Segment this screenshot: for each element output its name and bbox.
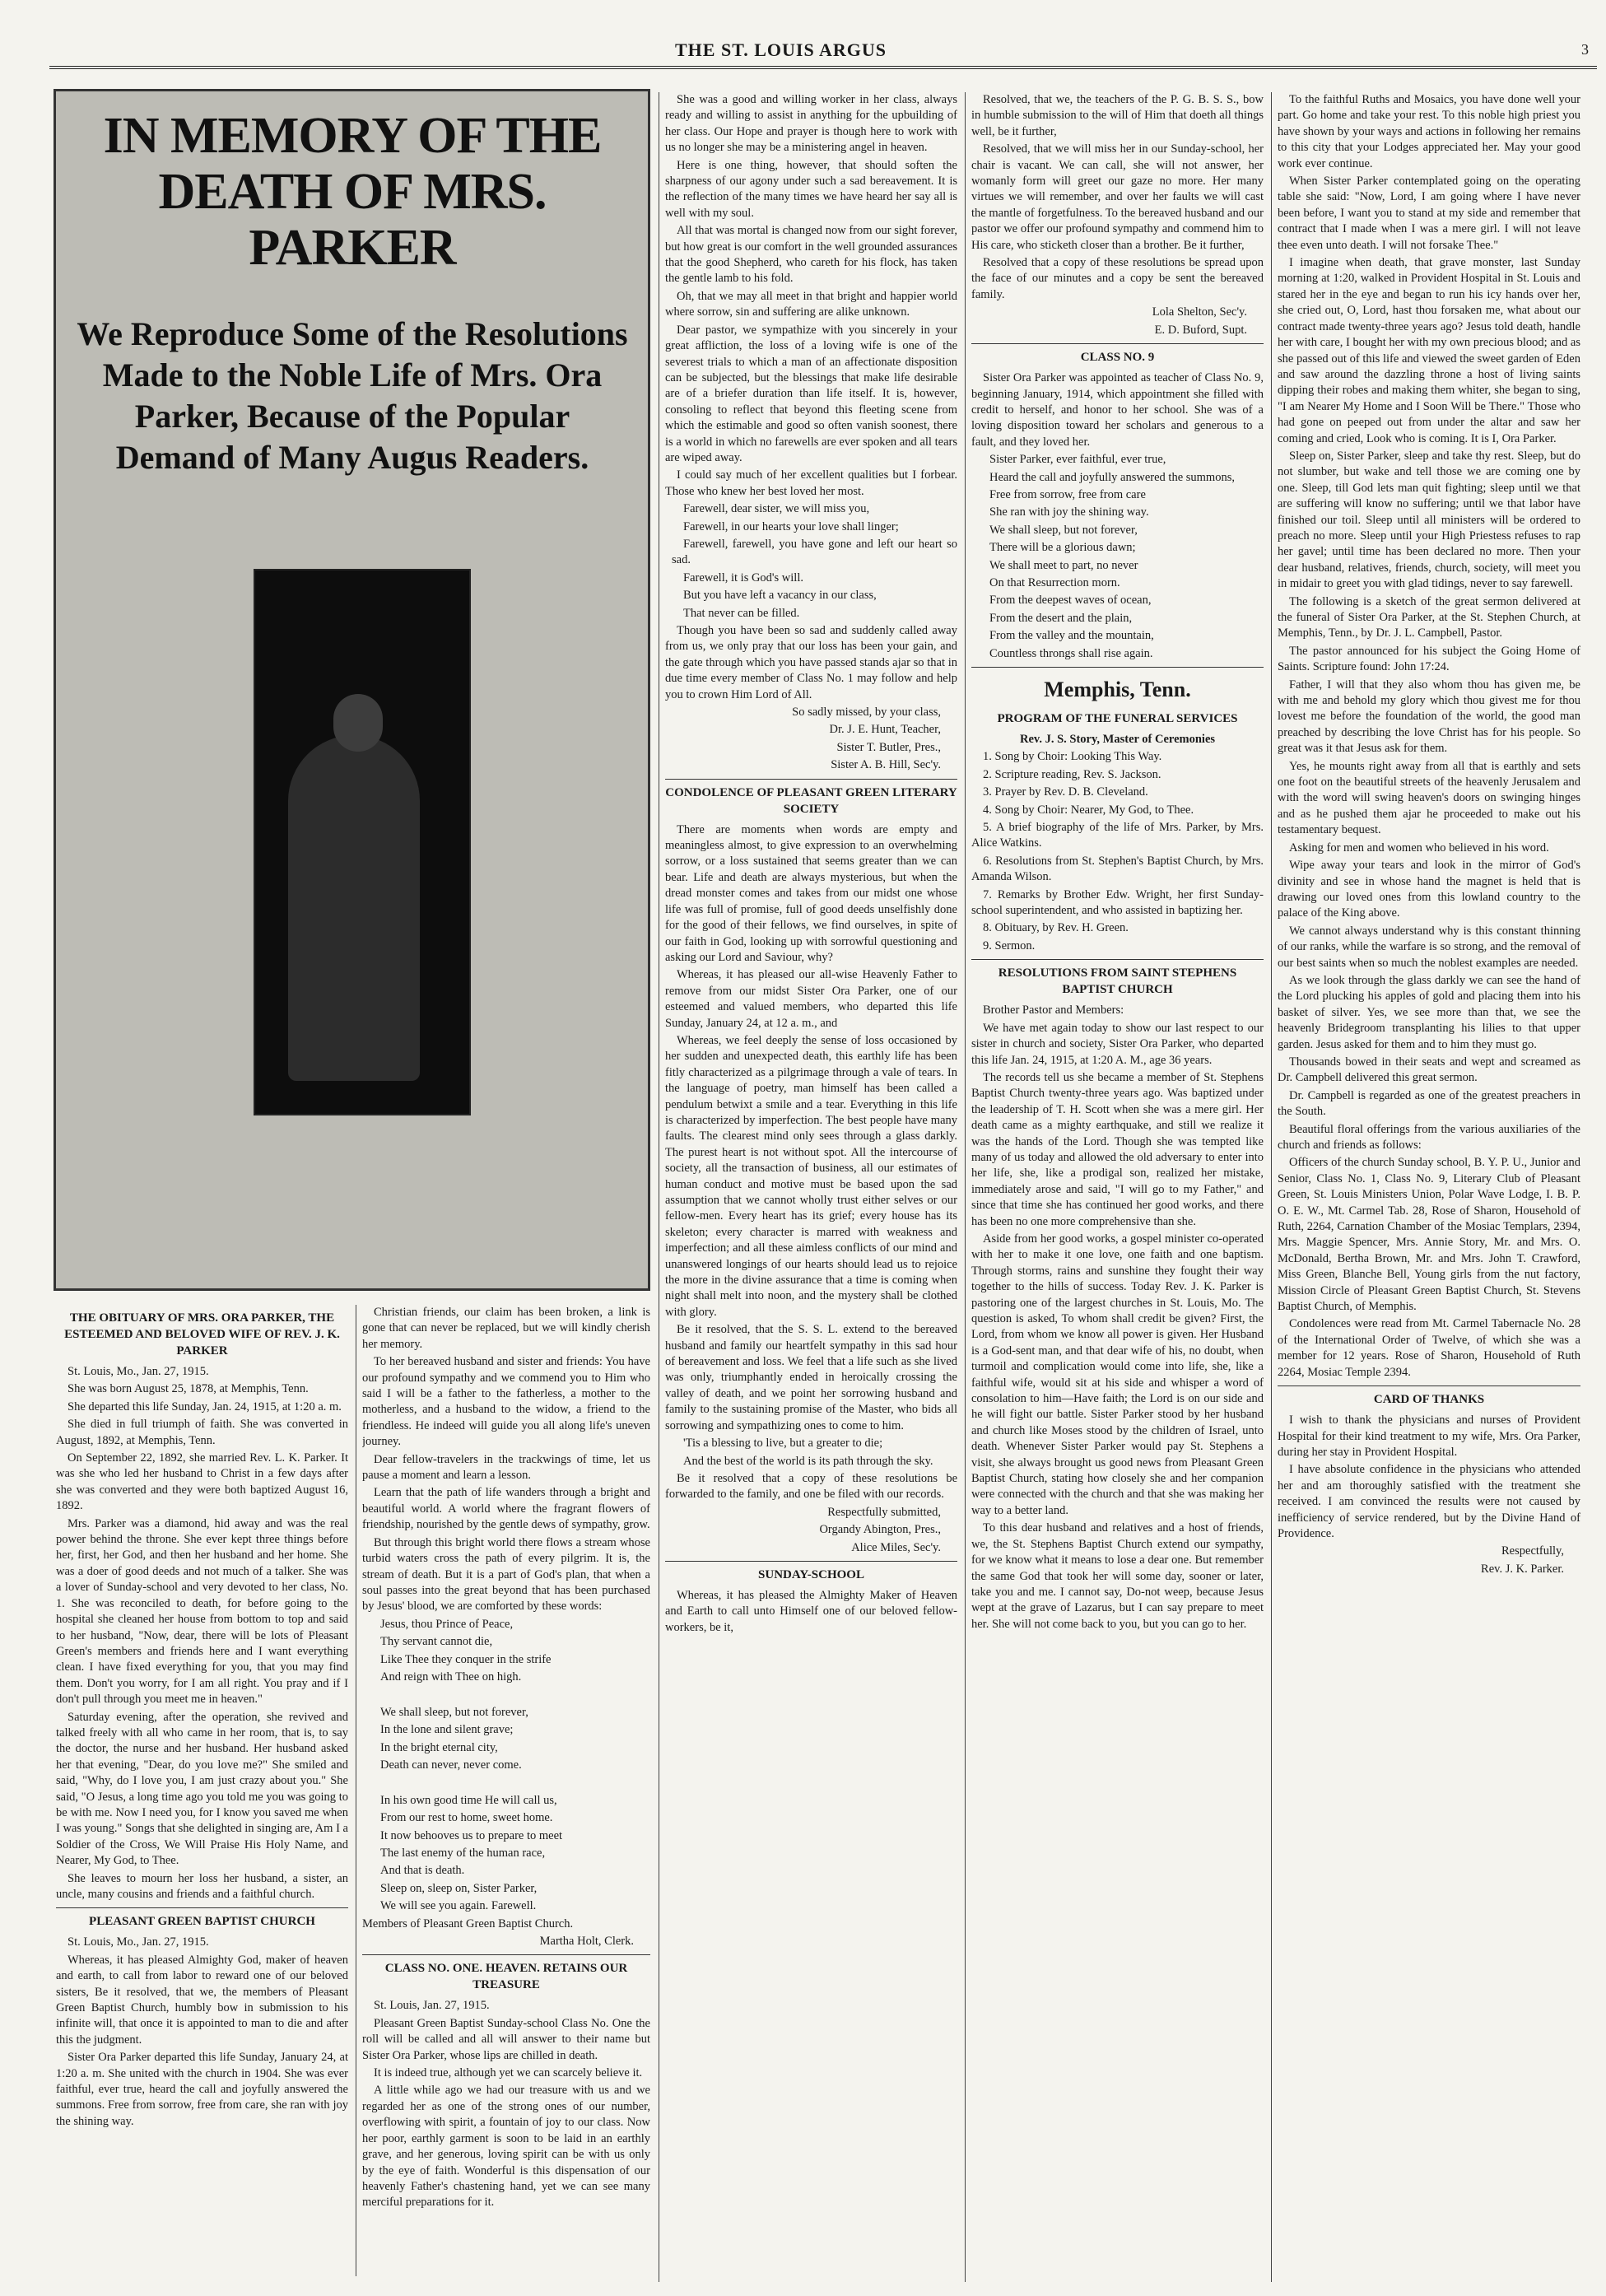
poem-line <box>362 1775 650 1791</box>
obituary-paragraph: She departed this life Sunday, Jan. 24, 1915, at 1:20 a. m. <box>67 1399 342 1413</box>
pleasant-green-paragraph: Dear fellow-travelers in the trackwings of time, let us pause a moment and learn a lesson. <box>362 1452 650 1483</box>
divider <box>665 779 957 780</box>
condolence-paragraph: Be it resolved, that the S. S. L. extend to the bereaved husband and family our heartfelt sympathy in this sad hour of bereavement and loss. We feel that a life such as she lived was only, triumphantly ended in heroically crossing the valley of death, and we point her sorrowing husband and family to the sustaining promise of the Master, who bids all sorrowing and sympathizing ones to come to him. <box>665 1323 957 1432</box>
headline-box <box>54 89 650 1291</box>
class-nine-paragraph: Sister Ora Parker was appointed as teacher of Class No. 9, beginning January, 1914, which appointment she filled with credit to herself, and honor to her school. She was of a loving disposition toward her scholars and generous to a fault, and they loved her. <box>971 371 1264 449</box>
st-stephens-paragraph: The records tell us she became a member of St. Stephens Baptist Church twenty-three years ago. Was baptized under the leadership of T. H. Scott when she was a mere girl. Her death came as a mighty earthquake, and still we realize it was the hands of the Lord. Though she was tempted like many of us today and allowed the old adversary to enter into her life, she, like a prodigal son, realized her mistake, immediately arose and said, "I will go to my Father," and since that time she has continued her good works, and there has been no one more comprehensive than she. <box>971 1070 1264 1228</box>
pleasant-green-paragraph: Learn that the path of life wanders through a bright and beautiful world. A world where the fragrant flowers of friendship, nourished by the gentle dews of sympathy, grow. <box>362 1486 650 1532</box>
condolence-signatures <box>665 1505 957 1556</box>
poem-line <box>362 1687 650 1702</box>
poem-line: But you have left a vacancy in our class, <box>683 589 877 603</box>
st-stephens-body <box>971 1003 1264 1632</box>
class-one-paragraph: It is indeed true, although yet we can scarcely believe it. <box>374 2066 643 2080</box>
poem-line: Sleep on, sleep on, Sister Parker, <box>380 1881 538 1895</box>
signature-line: Lola Shelton, Sec'y. <box>1152 305 1247 319</box>
class-one-paragraph: Oh, that we may all meet in that bright and happier world where sorrow, sin and suffering are alike unknown. <box>665 289 957 319</box>
class-one-body <box>362 1998 650 2210</box>
divider <box>362 1954 650 1955</box>
poem-line: We shall sleep, but not forever, <box>989 523 1138 537</box>
poem-line: On that Resurrection morn. <box>989 575 1120 589</box>
class-nine-title: CLASS NO. 9 <box>1080 351 1155 365</box>
signature-line: Sister T. Butler, Pres., <box>836 740 941 754</box>
card-of-thanks-paragraph: I have absolute confidence in the physicians who attended her and am thoroughly satisfied with the treatment she received. I am convinced the results were not caused by inefficiency of service rendered, but by the Divine Hand of Providence. <box>1278 1463 1580 1540</box>
st-stephens-title: RESOLUTIONS FROM SAINT STEPHENS BAPTIST CHURCH <box>998 966 1237 997</box>
column-1 <box>56 1305 348 2276</box>
condolence-closing: Be it resolved that a copy of these resolutions be forwarded to the family, and one be filed with our records. <box>665 1471 957 1502</box>
poem-line: From the deepest waves of ocean, <box>989 594 1152 608</box>
masthead-title: THE ST. LOUIS ARGUS <box>675 40 887 60</box>
column-2 <box>362 1305 650 2276</box>
program-title: PROGRAM OF THE FUNERAL SERVICES <box>997 712 1238 725</box>
obituary-paragraph: On September 22, 1892, she married Rev. L. K. Parker. It was she who led her husband to Christ in a few days after she was converted and they were both baptized August 16, 1892. <box>56 1451 348 1513</box>
obituary-body <box>56 1364 348 1902</box>
card-of-thanks-body <box>1278 1413 1580 1542</box>
class-one-poem <box>665 501 957 622</box>
class-one-paragraph: I could say much of her excellent qualities but I forbear. Those who knew her best loved her most. <box>665 468 957 498</box>
poem-line: Heard the call and joyfully answered the summons, <box>989 470 1235 484</box>
class-one-signatures <box>665 705 957 774</box>
column-5-paragraph: When Sister Parker contemplated going on the operating table she said: "Now, Lord, I am going where I have never been before, I want you to stand at my side and remember that contract that I made when I was a mere girl. I will not leave thee even unto death. I will not forsake Thee." <box>1278 175 1580 252</box>
poem-line: Farewell, dear sister, we will miss you, <box>683 502 870 516</box>
column-5-paragraph: Sleep on, Sister Parker, sleep and take thy rest. Sleep, but do not slumber, but wake and tell those we are coming one by one. Sleep, till God lets man quit fighting; sleep until we that are suffering will know no suffering; until we that labor have finished our toil. Sleep until all ministers will be ordered to preach no more. Sleep until your High Priestess refuses to rap her gavel; until time has been declared no more. Then your dear husband, relatives, friends, church, society, will meet you in midair to greet you with glad tidings, never to say farewell. <box>1278 449 1580 591</box>
obituary-paragraph: She leaves to mourn her loss her husband, a sister, an uncle, many cousins and friends and a faithful church. <box>56 1871 348 1901</box>
signature-line: Organdy Abington, Pres., <box>819 1523 941 1537</box>
poem-line: Sister Parker, ever faithful, ever true, <box>989 453 1166 467</box>
obituary-title: THE OBITUARY OF MRS. ORA PARKER, THE ESTEEMED AND BELOVED WIFE OF REV. J. K. PARKER <box>64 1311 340 1358</box>
obituary-paragraph: St. Louis, Mo., Jan. 27, 1915. <box>67 1365 209 1378</box>
column-5-paragraph: To the faithful Ruths and Mosaics, you have done well your part. Go home and take your rest. To this noble high priest you have shown by your ways and actions in following her remains to this city that your Lodges appreciated her. May your good work ever continue. <box>1278 93 1580 170</box>
poem-line: There will be a glorious dawn; <box>989 541 1136 555</box>
poem-line: And the best of the world is its path through the sky. <box>683 1454 933 1468</box>
portrait-face <box>333 694 383 752</box>
column-5-paragraph: I imagine when death, that grave monster, last Sunday morning at 1:20, walked in Provident Hospital in St. Louis and stared her in the eye and began to run his icy hands over her, she cried out, O, Lord, hast thou forsaken me, what about our contract made twenty-three years ago? Jesus told death, handle her with care, I bought her with my own precious blood; and as she passed out of this life and viewed the sweet garden of Eden and saw around the dazzling throne a host of living saints dipping their robes and making them whiter, she began to sing, "I am Nearer My Home and I Soon Will be There." Those who had gone on peeped out from under the altar and saw her coming and cried, Look who is coming. It is I, Ora Parker. <box>1278 256 1580 445</box>
class-one-title: CLASS NO. ONE. HEAVEN. RETAINS OUR TREASURE <box>384 1962 628 1992</box>
obituary-paragraph: Mrs. Parker was a diamond, hid away and was the real power behind the throne. She ever kept three things before her, first, her God, and then her husband and her home. She was a doer of good deeds and not much of a talker. She was a lover of Sunday-school and very devoted to her class, No. 1. She was reconciled to death, for before going to the hospital she cleaned her house from bottom to top and said to her husband, "Now, dear, there will be lots of Pleasant Green's members and friends here and I want everything clean. I have fixed everything for you, that you may find them. Don't you worry, for I am all right. You pray and if I don't pull through you meet me in heaven." <box>56 1516 348 1707</box>
class-nine-body <box>971 370 1264 450</box>
poem-line: From our rest to home, sweet home. <box>380 1811 553 1825</box>
program-item: 5. A brief biography of the life of Mrs. Parker, by Mrs. Alice Watkins. <box>971 821 1264 850</box>
poem-line: We will see you again. Farewell. <box>380 1899 537 1913</box>
class-one-closing: Though you have been so sad and suddenly called away from us, we only pray that our loss has been your gain, and the gate through which you have passed stands ajar so that in due time every member of Class No. 1 may follow and help you to crown Him Lord of All. <box>665 624 957 701</box>
poem-line: And that is death. <box>380 1864 465 1878</box>
obituary-paragraph: Saturday evening, after the operation, she revived and talked freely with all who came in her room, that is, to say the doctor, the nurse and her husband. Her husband asked her that evening, "Dear, do you love me?" She smiled and said, "Why, do I love you, I am just crazy about you." She said, "O Jesus, a long time ago you told me you was going to be with me. Now I need you, for I know you saved me when I was young." Songs that she delighted in singing are, Am I a Soldier of the Cross, We Will Praise His Holy Name, and Nearer, My God, to Thee. <box>56 1710 348 1868</box>
divider <box>665 1561 957 1562</box>
class-one-paragraph: A little while ago we had our treasure with us and we regarded her as one of the strong ones of our number, overflowing with spirit, a fountain of joy to our class. Now her poor, earthly garment is soon to be laid in an earthly grave, and her generous, loving spirit can be with us only by the eye of faith. Wonderful is this dispensation of our heavenly Father's chastening hand, yet we can see many merciful preparations for it. <box>362 2084 650 2210</box>
class-one-paragraph: All that was mortal is changed now from our sight forever, but how great is our comfort in the well grounded assurances that the good Shepherd, who careth for his flock, has taken the gentle lamb to his fold. <box>665 224 957 286</box>
poem-line: She ran with joy the shining way. <box>989 505 1149 519</box>
program-item: 2. Scripture reading, Rev. S. Jackson. <box>983 767 1161 781</box>
program-item: 4. Song by Choir: Nearer, My God, to Thee. <box>983 803 1194 817</box>
column-5-paragraph: As we look through the glass darkly we can see the hand of the Lord plucking his apples of gold and placing them into his basket of silver. Yes, we see more than that, we see the heavenly Bridegroom transplanting his lilies to that upper garden. Jesus asked for them and to him they must go. <box>1278 973 1580 1051</box>
pleasant-green-paragraph: But through this bright world there flows a stream whose turbid waters cross the path of every pilgrim. It is, the stream of death. But it is a part of God's plan, that when a soul passes into the great beyond that has been purchased by Jesus' blood, we are comforted by these words: <box>362 1535 650 1614</box>
column-5-paragraph: Father, I will that they also whom thou has given me, be with me and behold my glory which thou givest me for thou lovest me before the foundation of the world, the good man preached by describing the love Christ has for his people. So great was it that Jesus ask for them. <box>1278 678 1580 756</box>
poem-line: Death can never, never come. <box>380 1758 522 1772</box>
program-items <box>971 749 1264 954</box>
column-3 <box>665 92 957 2282</box>
class-one-paragraph: Dear pastor, we sympathize with you sincerely in your great affliction, the loss of a loving wife is one of the severest trials to which a man of an affectionate disposition can be subjected, but the blessings that make life desirable are of a briefer duration than life itself. It is, however, consoling to reflect that beyond this fleeting scene from which the estimable and good so often vanish soonest, there is a world in which no farewells are ever spoken and all tears are wiped away. <box>665 323 957 464</box>
memphis-title: Memphis, Tenn. <box>1044 678 1191 701</box>
poem-line: We shall meet to part, no never <box>989 558 1138 572</box>
page-number: 3 <box>1581 41 1589 58</box>
card-of-thanks-signatures <box>1278 1544 1580 1577</box>
program-item: 3. Prayer by Rev. D. B. Cleveland. <box>983 785 1148 799</box>
program-item: 8. Obituary, by Rev. H. Green. <box>983 921 1129 935</box>
column-5 <box>1278 92 1580 2282</box>
poem-line: Free from sorrow, free from care <box>989 487 1146 501</box>
column-5-paragraph: The following is a sketch of the great sermon delivered at the funeral of Sister Ora Parker, at the St. Stephen Church, at Memphis, Tenn., by Dr. J. L. Campbell, Pastor. <box>1278 594 1580 640</box>
card-of-thanks-paragraph: I wish to thank the physicians and nurses of Provident Hospital for their kind treatment to my wife, Mrs. Ora Parker, during her stay in Provident Hospital. <box>1278 1413 1580 1459</box>
sunday-school-paragraph: Whereas, it has pleased the Almighty Maker of Heaven and Earth to call unto Himself one of our beloved fellow-workers, be it, <box>665 1588 957 1634</box>
portrait-photo <box>254 569 471 1115</box>
pleasant-green-body <box>56 1935 348 2130</box>
sunday-school-paragraph: Resolved, that we will miss her in our Sunday-school, her chair is vacant. We can call, she will not answer, her womanly form will greet our gaze no more. Her many virtues we will remember, and over her faults we will cast the mantle of forgetfulness. To the bereaved husband and our pastor we offer our profound sympathy and commend him to His care, who sticketh closer than a brother. Be it further, <box>971 142 1264 252</box>
divider <box>971 343 1264 344</box>
poem-line: From the desert and the plain, <box>989 611 1133 625</box>
signature-line: Alice Miles, Sec'y. <box>851 1540 941 1554</box>
pleasant-green-paragraph: Sister Ora Parker departed this life Sunday, January 24, at 1:20 a. m. She united with the church in 1904. She was ever faithful, ever true, heard the call and joyfully answered the summons. Free from sorrow, free from care, she ran with joy the shining way. <box>56 2051 348 2128</box>
program-item: 9. Sermon. <box>983 938 1036 952</box>
poem-line: Jesus, thou Prince of Peace, <box>380 1617 514 1631</box>
pleasant-green-paragraph: To her bereaved husband and sister and friends: You have our profound sympathy and we commend you to Him who said I will be a father to the fatherless, a mother to the motherless, and a husband to the widow, a friend to the friendless. He indeed will guide you all along life's uneven journey. <box>362 1355 650 1449</box>
pleasant-green-signature: Martha Holt, Clerk. <box>539 1935 634 1949</box>
column-5-paragraph: Officers of the church Sunday school, B. Y. P. U., Junior and Senior, Class No. 1, Class No. 9, Literary Club of Pleasant Green, St. Louis Ministers Union, Polar Wave Lodge, I. B. P. O. E. W., Mt. Carmel Tab. 28, Rose of Sharon, Household of Ruth, 2264, Carnation Chamber of the Mosiac Templars, 2394, Mrs. Maggie Spencer, Mrs. Annie Story, Mr. and Mrs. O. McDonald, Bertha Brown, Mr. and Mrs. John T. Crawford, Miss Green, Blanche Bell, Young girls from the nut factory, Mission Circle of Pleasant Green Baptist Church, St. Stevens Baptist Church, of Memphis. <box>1278 1156 1580 1314</box>
obituary-paragraph: She died in full triumph of faith. She was converted in August, 1892, at Memphis, Tenn. <box>56 1418 348 1447</box>
class-nine-poem <box>971 452 1264 662</box>
poem-line: Thy servant cannot die, <box>380 1635 493 1649</box>
poem-line: In the lone and silent grave; <box>380 1723 514 1737</box>
poem-line: And reign with Thee on high. <box>380 1670 522 1684</box>
sunday-school-body-cont <box>971 92 1264 303</box>
poem-line: Like Thee they conquer in the strife <box>380 1652 552 1666</box>
obituary-paragraph: She was born August 25, 1878, at Memphis, Tenn. <box>67 1382 309 1396</box>
divider <box>971 959 1264 960</box>
poem-line: In his own good time He will call us, <box>380 1793 557 1807</box>
card-of-thanks-title: CARD OF THANKS <box>1373 1393 1485 1407</box>
signature-line: Respectfully, <box>1501 1544 1564 1558</box>
condolence-paragraph: Whereas, it has pleased our all-wise Heavenly Father to remove from our midst Sister Ora Parker, one of our esteemed and valued members, who departed this life Sunday, January 24, at 12 a. m., and <box>665 968 957 1030</box>
condolence-body <box>665 822 957 1434</box>
poem-line: Farewell, in our hearts your love shall linger; <box>683 519 899 533</box>
sunday-school-paragraph: Resolved, that we, the teachers of the P. G. B. S. S., bow in humble submission to the will of Him that doeth all things well, be it further, <box>971 93 1264 138</box>
poem-line: We shall sleep, but not forever, <box>380 1705 528 1719</box>
condolence-poem <box>665 1436 957 1469</box>
poem-line: That never can be filled. <box>683 606 800 620</box>
poem-line: 'Tis a blessing to live, but a greater to die; <box>683 1437 883 1451</box>
program-item: 7. Remarks by Brother Edw. Wright, her first Sunday-school superintendent, and who assisted in baptizing her. <box>971 887 1264 918</box>
program-item: 6. Resolutions from St. Stephen's Baptist Church, by Mrs. Amanda Wilson. <box>971 854 1264 884</box>
st-stephens-paragraph: To this dear husband and relatives and a host of friends, we, the St. Stephens Baptist Church extend our sympathy, for we know what it means to lose a dear one. But remember the same God that took her will some day, sooner or later, take you and me. I cannot say, Do-not weep, because Jesus wept at the grave of Lazarus, but I can say prepare to meet her. She will not come back to you, but you can go to her. <box>971 1521 1264 1631</box>
poem-line: Countless throngs shall rise again. <box>989 646 1153 660</box>
poem-line: It now behooves us to prepare to meet <box>380 1828 563 1842</box>
divider <box>971 667 1264 668</box>
poem-line: From the valley and the mountain, <box>989 629 1154 643</box>
sunday-school-body <box>665 1588 957 1636</box>
pleasant-green-closing: Members of Pleasant Green Baptist Church. <box>362 1916 574 1930</box>
class-one-paragraph: Here is one thing, however, that should soften the sharpness of our agony under such a sad bereavement. It is the reflection of the many times we have heard her say all is well with my soul. <box>665 158 957 220</box>
condolence-paragraph: There are moments when words are empty and meaningless almost, to give expression to an overwhelming sorrow, or a loss sustained that seems greater than we can bear. Life and death are always mysterious, but when the dread monster comes and takes from our midst one whose life was full of promise, full of good deeds unselfishly done for the good of their fellows, we find ourselves, in spite of our faith in God, looking up with sorrowful questioning and asking our Lord and Saviour, why? <box>665 822 957 964</box>
column-5-paragraph: Thousands bowed in their seats and wept and screamed as Dr. Campbell delivered this great sermon. <box>1278 1055 1580 1085</box>
condolence-paragraph: Whereas, we feel deeply the sense of loss occasioned by her sudden and unexpected death, this earthly life has been fitly characterized as a pilgrimage through a vale of tears. In the language of poetry, man himself has been called a pendulum betwixt a smile and a tear. Everything in this life is characterized by imperfection. The best people have many faults. The clearest mind only sees through a glass darkly. The purest heart is not without spot. All the intercourse of society, all the transaction of business, all our estimates of human conduct and motive must be based upon the sad assumption that we cannot wholly trust either selves or our fellow-men. Every heart has its grief; every house has its skeleton; every character is marred with weakness and imperfection; and all these aimless conflicts of our mind and unanswered longings of our hearts should lead us to rejoice the more in the divine assurance that a time is coming when night shall melt into noon, and the mystery shall be clothed with glory. <box>665 1033 957 1319</box>
signature-line: Sister A. B. Hill, Sec'y. <box>831 758 941 772</box>
st-stephens-paragraph: Aside from her good works, a gospel minister co-operated with her to make it one love, one faith and one baptism. Through storms, rains and sunshine they fought their way together to the hills of success. Today Rev. J. K. Parker is pastoring one of the largest churches in St. Louis, Mo. The question is asked, To whom shall credit be given? First, the Lord, from whom we know all power is given. Her Husband is a God-sent man, and that dear wife of his, no doubt, when turmoil and complication would come into life, she, like a faithful wife, would sit at his side and whisper a word of consolation to him—Have faith; the Lord is on our side and he will fight our battle. Sister Parker stood by her husband and church like Moses stood by the children of Israel, unto death. Whenever Sister Parker would pay St. Stephens a visit, she always brought us good news from Pleasant Green Baptist Church, stating how closely she and her companion were connected with the church and that she was making her way to a better land. <box>971 1232 1264 1517</box>
class-one-paragraph: She was a good and willing worker in her class, always ready and willing to assist in anything for the upbuilding of her class. Our Hope and prayer is though here to work with us no longer she may be a ministering angel in heaven. <box>665 93 957 155</box>
column-5-body <box>1278 92 1580 1381</box>
column-5-paragraph: The pastor announced for his subject the Going Home of Saints. Scripture found: John 17:24. <box>1278 644 1580 674</box>
divider <box>56 1907 348 1908</box>
column-5-paragraph: Asking for men and women who believed in his word. <box>1289 841 1549 855</box>
signature-line: Rev. J. K. Parker. <box>1481 1562 1564 1576</box>
column-5-paragraph: Wipe away your tears and look in the mirror of God's divinity and see in whose hand the magnet is held that is drawing our loved ones from this lowland country to the palace of the King above. <box>1278 859 1580 920</box>
column-5-paragraph: Dr. Campbell is regarded as one of the greatest preachers in the South. <box>1278 1088 1580 1119</box>
headline-sub: We Reproduce Some of the Resolutions Made to the Noble Life of Mrs. Ora Parker, Because of the Popular Demand of Many Augus Readers. <box>77 315 628 476</box>
column-5-paragraph: We cannot always understand why is this constant thinning of our ranks, while the warfare is so strong, and the removal of our best saints when so much the noblest examples are needed. <box>1278 924 1580 970</box>
column-5-paragraph: Condolences were read from Mt. Carmel Tabernacle No. 28 of the International Order of Twelve, of which she was a member for 12 years. Rose of Sharon, Household of Ruth 2264, Mosiac Temple 2394. <box>1278 1317 1580 1379</box>
headline-main: IN MEMORY OF THE DEATH OF MRS. PARKER <box>103 108 602 276</box>
column-5-paragraph: Yes, he mounts right away from all that is earthly and sets one foot on the beautiful streets of the heavenly Jerusalem and with the word will swing heaven's doors on swinging hinges and as he pushed them ajar he proceeded to make out his testamentary bequest. <box>1278 759 1580 837</box>
pleasant-green-paragraph: Christian friends, our claim has been broken, a link is gone that can never be replaced, but we will kindly cherish her memory. <box>362 1306 650 1351</box>
portrait-figure <box>288 735 420 1081</box>
column-rule <box>1271 92 1272 2282</box>
sunday-school-paragraph: Resolved that a copy of these resolutions be spread upon the face of our minutes and a copy be sent the bereaved family. <box>971 256 1264 301</box>
class-one-body-cont <box>665 92 957 500</box>
sunday-school-signatures <box>971 305 1264 338</box>
signature-line: E. D. Buford, Supt. <box>1154 323 1247 337</box>
condolence-title: CONDOLENCE OF PLEASANT GREEN LITERARY SOCIETY <box>665 785 957 816</box>
signature-line: Respectfully submitted, <box>827 1505 941 1519</box>
poem-line: Farewell, it is God's will. <box>683 571 803 584</box>
pleasant-green-paragraph: St. Louis, Mo., Jan. 27, 1915. <box>67 1935 209 1949</box>
class-one-paragraph: Pleasant Green Baptist Sunday-school Class No. One the roll will be called and all will answer to their name but Sister Ora Parker, whose lips are chilled in death. <box>362 2016 650 2062</box>
masthead <box>49 38 1597 69</box>
column-5-paragraph: Beautiful floral offerings from the various auxiliaries of the church and friends as follows: <box>1278 1122 1580 1152</box>
pleasant-green-poem <box>362 1617 650 1915</box>
poem-line: Farewell, farewell, you have gone and left our heart so sad. <box>672 537 957 567</box>
poem-line: The last enemy of the human race, <box>380 1847 546 1860</box>
pleasant-green-title: PLEASANT GREEN BAPTIST CHURCH <box>89 1915 315 1929</box>
signature-line: So sadly missed, by your class, <box>792 706 941 720</box>
signature-line: Dr. J. E. Hunt, Teacher, <box>829 723 941 737</box>
pleasant-green-paragraph: Whereas, it has pleased Almighty God, maker of heaven and earth, to call from labor to reward one of our beloved sisters, Be it resolved, that we, the members of Pleasant Green Baptist Church, humbly bow in submission to his infinite will, that once it is appointed to man to die and after this the judgment. <box>56 1953 348 2047</box>
st-stephens-paragraph: Brother Pastor and Members: <box>983 1004 1124 1018</box>
program-master: Rev. J. S. Story, Master of Ceremonies <box>1019 733 1216 746</box>
poem-line: In the bright eternal city, <box>380 1740 498 1754</box>
st-stephens-paragraph: We have met again today to show our last respect to our sister in church and society, Sister Ora Parker, who departed this life Jan. 24, 1915, at 1:20 A. M., age 36 years. <box>971 1021 1264 1067</box>
column-4 <box>971 92 1264 2282</box>
pleasant-green-body-cont <box>362 1305 650 1615</box>
column-rule <box>965 92 966 2282</box>
program-item: 1. Song by Choir: Looking This Way. <box>983 750 1162 764</box>
sunday-school-title: SUNDAY-SCHOOL <box>758 1567 864 1581</box>
class-one-paragraph: St. Louis, Jan. 27, 1915. <box>374 1999 490 2013</box>
